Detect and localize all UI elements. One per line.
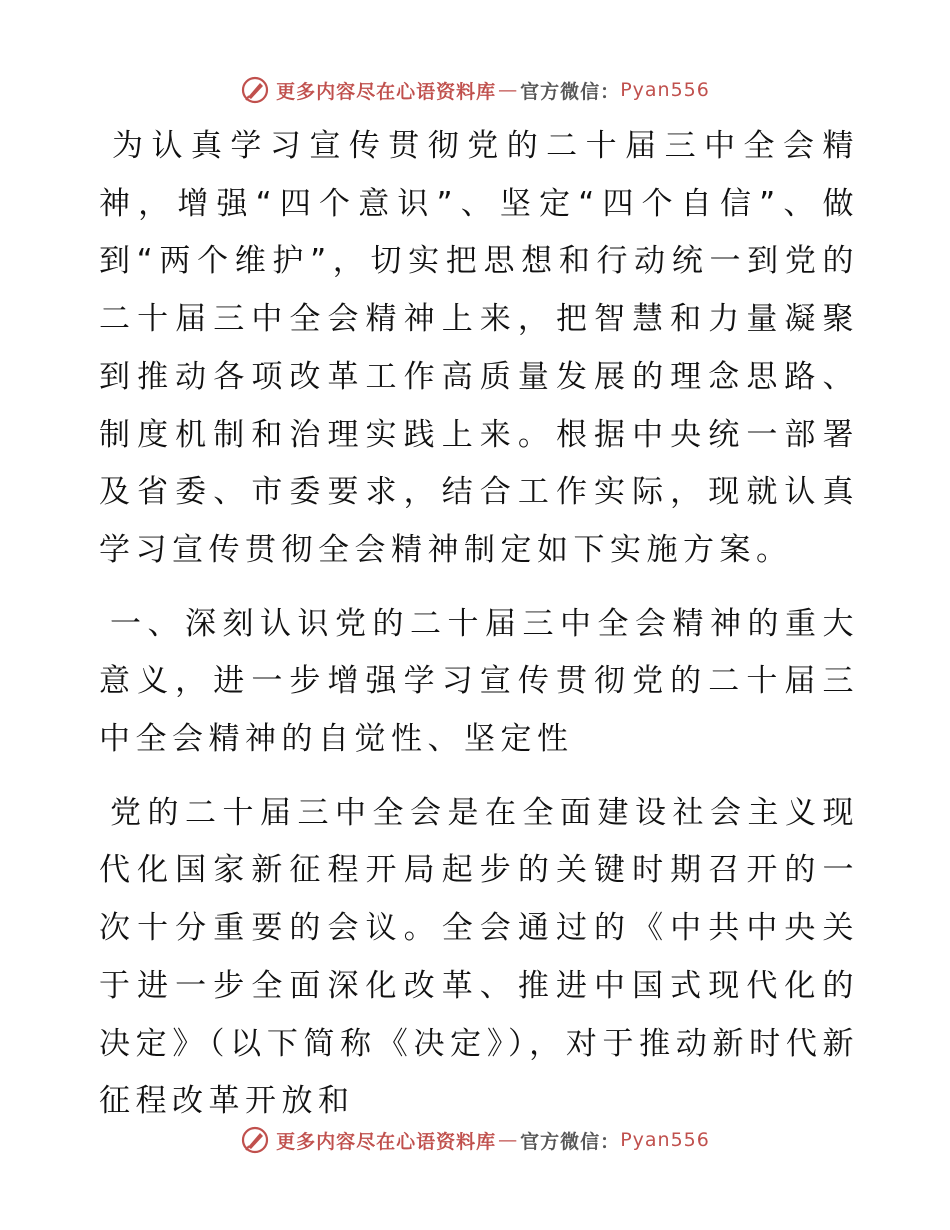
quill-pen-logo-icon (240, 75, 270, 105)
header-dash: — (498, 79, 519, 101)
header-brand-text: 更多内容尽在心语资料库 (276, 80, 497, 103)
section-heading-text: 一、深刻认识党的二十届三中全会精神的重大意义，进一步增强学习宣传贯彻党的二十届三中全会精神的自觉性、坚定性 (99, 605, 859, 758)
footer-banner (0, 1120, 950, 1160)
quill-pen-logo-icon (240, 1125, 270, 1155)
paragraph-body-text: 党的二十届三中全会是在全面建设社会主义现代化国家新征程开局起步的关键时期召开的一次十分重要的会议。全会通过的《中共中央关于进一步全面深化改革、推进中国式现代化的决定》（以下简称《决定》），对于推动新时代新征程改革开放和 (99, 794, 859, 1120)
header-wechat-id: Pyan556 (620, 79, 710, 101)
paragraph-intro (99, 118, 859, 580)
paragraph-section-heading (99, 596, 859, 769)
header-wechat-label: 官方微信： (520, 80, 621, 103)
footer-wechat-label: 官方微信： (520, 1130, 621, 1153)
paragraph-body (99, 785, 859, 1131)
footer-wechat-id: Pyan556 (620, 1129, 710, 1151)
footer-dash: — (498, 1129, 519, 1151)
header-banner (0, 70, 950, 110)
document-body (99, 118, 859, 1147)
footer-brand-text: 更多内容尽在心语资料库 (276, 1130, 497, 1153)
paragraph-intro-text: 为认真学习宣传贯彻党的二十届三中全会精神，增强“四个意识”、坚定“四个自信”、做到“两个维护”，切实把思想和行动统一到党的二十届三中全会精神上来，把智慧和力量凝聚到推动各项改革工作高质量发展的理念思路、制度机制和治理实践上来。根据中央统一部署及省委、市委要求，结合工作实际，现就认真学习宣传贯彻全会精神制定如下实施方案。 (99, 128, 859, 568)
